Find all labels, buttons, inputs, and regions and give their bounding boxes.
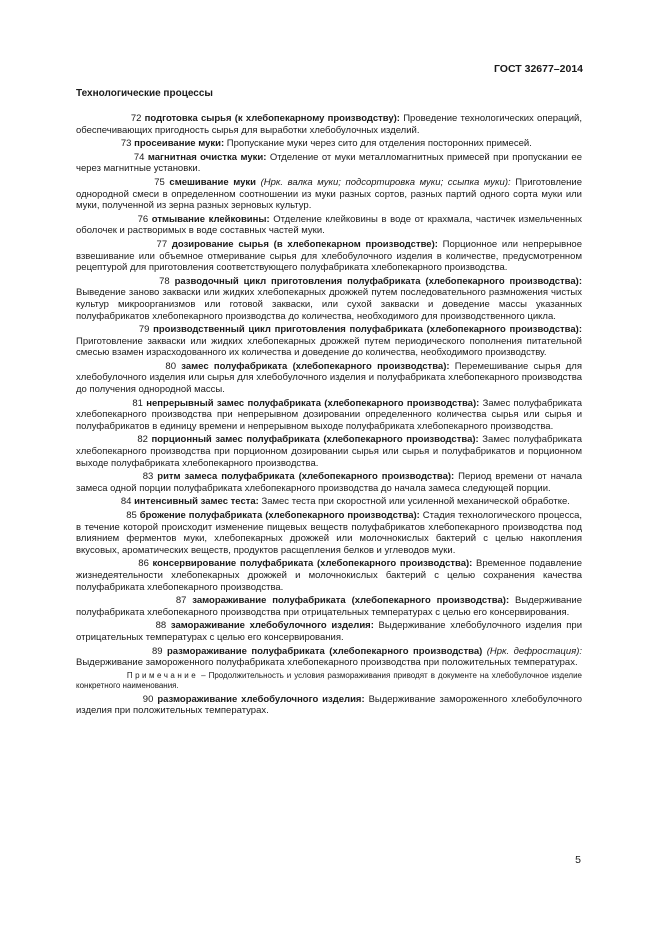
term-number: 74 [133, 151, 145, 163]
term-name: просеивание муки: [134, 138, 225, 150]
term-entry [76, 113, 582, 136]
term-name: порционный замес полуфабриката (хлебопекарного производства): [151, 434, 479, 446]
term-definition: Пропускание муки через сито для отделения посторонних примесей. [224, 138, 532, 150]
term-entry [76, 558, 582, 593]
term-number: 77 [156, 238, 168, 250]
term-definition: Выдерживание полуфабриката хлебопекарного производства при отрицательных температурах с целью его консервирования. [76, 595, 583, 618]
term-number: 90 [142, 693, 154, 705]
term-entry [76, 361, 582, 396]
term-name: замес полуфабриката (хлебопекарного производства): [181, 360, 450, 372]
term-name: дозирование сырья (в хлебопекарном производстве): [171, 238, 438, 250]
term-name: магнитная очистка муки: [147, 151, 267, 163]
term-definition: Отделение от муки металломагнитных примесей при пропускании ее через магнитные установки. [76, 151, 582, 175]
note-text: – Продолжительность и условия размораживания приводят в документе на хлебобулочное изделие конкретного наименования. [76, 670, 582, 690]
term-entry [76, 324, 582, 359]
term-entry [76, 595, 582, 618]
term-entry [76, 434, 582, 469]
term-name: ритм замеса полуфабриката (хлебопекарного производства): [157, 471, 455, 483]
term-number: 86 [138, 558, 149, 570]
term-definition: Замес теста при скоростной или усиленной механической обработке. [258, 496, 570, 508]
terms-list [76, 113, 582, 719]
term-entry [76, 620, 582, 643]
term-name: брожение полуфабриката (хлебопекарного производства): [139, 510, 420, 521]
term-entry [76, 646, 582, 669]
term-synonym: (Нрк. валка муки; подсортировка муки; ссыпка муки): [256, 176, 511, 188]
term-number: 75 [154, 176, 165, 188]
term-number: 84 [120, 496, 132, 508]
term-number: 82 [137, 434, 148, 446]
note-label: Примечание [126, 670, 199, 680]
term-definition: Приготовление однородной смеси в определенном соотношении из муки разных сортов, разных партий одного сорта муки или муки, полученной из зерна разных зерновых культур. [76, 176, 582, 212]
term-number: 83 [142, 471, 154, 483]
term-definition: Стадия технологического процесса, в течение которой происходит изменение пищевых веществ полуфабрикатов хлебопекарного производства под влиянием ферментов муки, хлебопекарных дрожжей или молочнокислых бактерий с целью накопления вкусовых, ароматических веществ, продуктов расщепления белков и углеводов муки. [76, 510, 583, 556]
term-entry [76, 138, 582, 150]
term-definition: Выдерживание хлебобулочного изделия при отрицательных температурах с целью его консервирования. [76, 620, 583, 643]
term-definition: Отделение клейковины в воде от крахмала, частичек измельченных оболочек и растворимых в воде составных частей муки. [76, 213, 582, 237]
term-name: замораживание полуфабриката (хлебопекарного производства): [192, 595, 510, 607]
term-number: 88 [155, 620, 167, 632]
standard-number: ГОСТ 32677–2014 [493, 63, 583, 75]
term-entry [76, 398, 582, 433]
term-number: 73 [120, 138, 132, 150]
note [76, 671, 582, 691]
term-definition: Временное подавление жизнедеятельности хлебопекарных дрожжей и молочнокислых бактерий с целью сохранения качества полуфабриката хлебопекарного производства. [76, 558, 583, 593]
term-number: 76 [137, 213, 149, 225]
term-entry [76, 510, 582, 556]
term-entry [76, 496, 582, 508]
term-entry [76, 177, 582, 212]
section-title: Технологические процессы [76, 88, 213, 99]
term-definition: Замес полуфабриката хлебопекарного производства при порционном дозировании сырья или сырья и полуфабрикатов и порционном выходе полуфабриката хлебопекарного производства. [76, 434, 583, 469]
term-name: размораживание хлебобулочного изделия: [157, 693, 365, 705]
term-number: 78 [159, 275, 170, 287]
term-entry [76, 694, 582, 717]
term-name: замораживание хлебобулочного изделия: [170, 620, 374, 632]
term-definition: Перемешивание сырья для хлебобулочного изделия или сырья для хлебобулочного изделия и полуфабриката хлебопекарного производства до получения однородной массы. [76, 360, 582, 396]
term-definition: Период времени от начала замеса одной порции полуфабриката хлебопекарного производства до начала замеса следующей порции. [76, 471, 582, 494]
term-number: 81 [132, 397, 143, 409]
term-number: 85 [126, 510, 137, 521]
term-name: размораживание полуфабриката (хлебопекарного производства) [166, 645, 483, 657]
term-number: 89 [151, 645, 163, 657]
term-definition: Выдерживание замороженного полуфабриката хлебопекарного производства при положительных температурах. [76, 657, 578, 669]
term-definition: Выведение заново закваски или жидких хлебопекарных дрожжей путем последовательного размножения чистых культур микроорганизмов или готовой закваски, или сухой закваски и доведение массы указанных полуфабрикатов хлебопекарного производства до количества, необходимого для производственного цикла. [76, 287, 582, 322]
term-name: непрерывный замес полуфабриката (хлебопекарного производства): [146, 397, 480, 409]
term-name: интенсивный замес теста: [134, 496, 259, 508]
term-synonym: (Нрк. дефростация): [482, 645, 583, 657]
term-name: отмывание клейковины: [151, 213, 270, 225]
term-number: 79 [138, 324, 150, 336]
term-number: 80 [165, 360, 176, 372]
term-name: подготовка сырья (к хлебопекарному производству): [144, 113, 400, 124]
term-entry [76, 152, 582, 175]
term-entry [76, 214, 582, 237]
term-name: производственный цикл приготовления полуфабриката (хлебопекарного производства): [153, 324, 583, 336]
page-number: 5 [575, 854, 581, 866]
term-name: смешивание муки [169, 176, 257, 188]
term-definition: Порционное или непрерывное взвешивание или объемное отмеривание сырья для хлебобулочного изделия в количестве, предусмотренном рецептурой для приготовления соответствующего полуфабриката хлебопекарного производства. [76, 238, 583, 274]
term-number: 87 [175, 595, 187, 607]
term-name: разводочный цикл приготовления полуфабриката (хлебопекарного производства): [174, 275, 583, 287]
term-definition: Проведение технологических операций, обеспечивающих пригодность сырья для выработки хлебобулочных изделий. [76, 113, 583, 136]
term-number: 72 [130, 113, 142, 124]
term-definition: Приготовление закваски или жидких хлебопекарных дрожжей путем периодического пополнения питательной смесью взамен израсходованного их количества и доведение до количества, необходимого производству. [76, 335, 582, 359]
term-definition: Замес полуфабриката хлебопекарного производства при непрерывном дозировании определенного количества сырья или сырья и полуфабрикатов в единицу времени и непрерывном выходе полуфабриката хлебопекарного производства. [76, 397, 583, 432]
term-name: консервирование полуфабриката (хлебопекарного производства): [152, 558, 473, 570]
term-definition: Выдерживание замороженного хлебобулочного изделия при положительных температурах. [76, 693, 583, 717]
term-entry [76, 239, 582, 274]
term-entry [76, 471, 582, 494]
term-entry [76, 276, 582, 322]
